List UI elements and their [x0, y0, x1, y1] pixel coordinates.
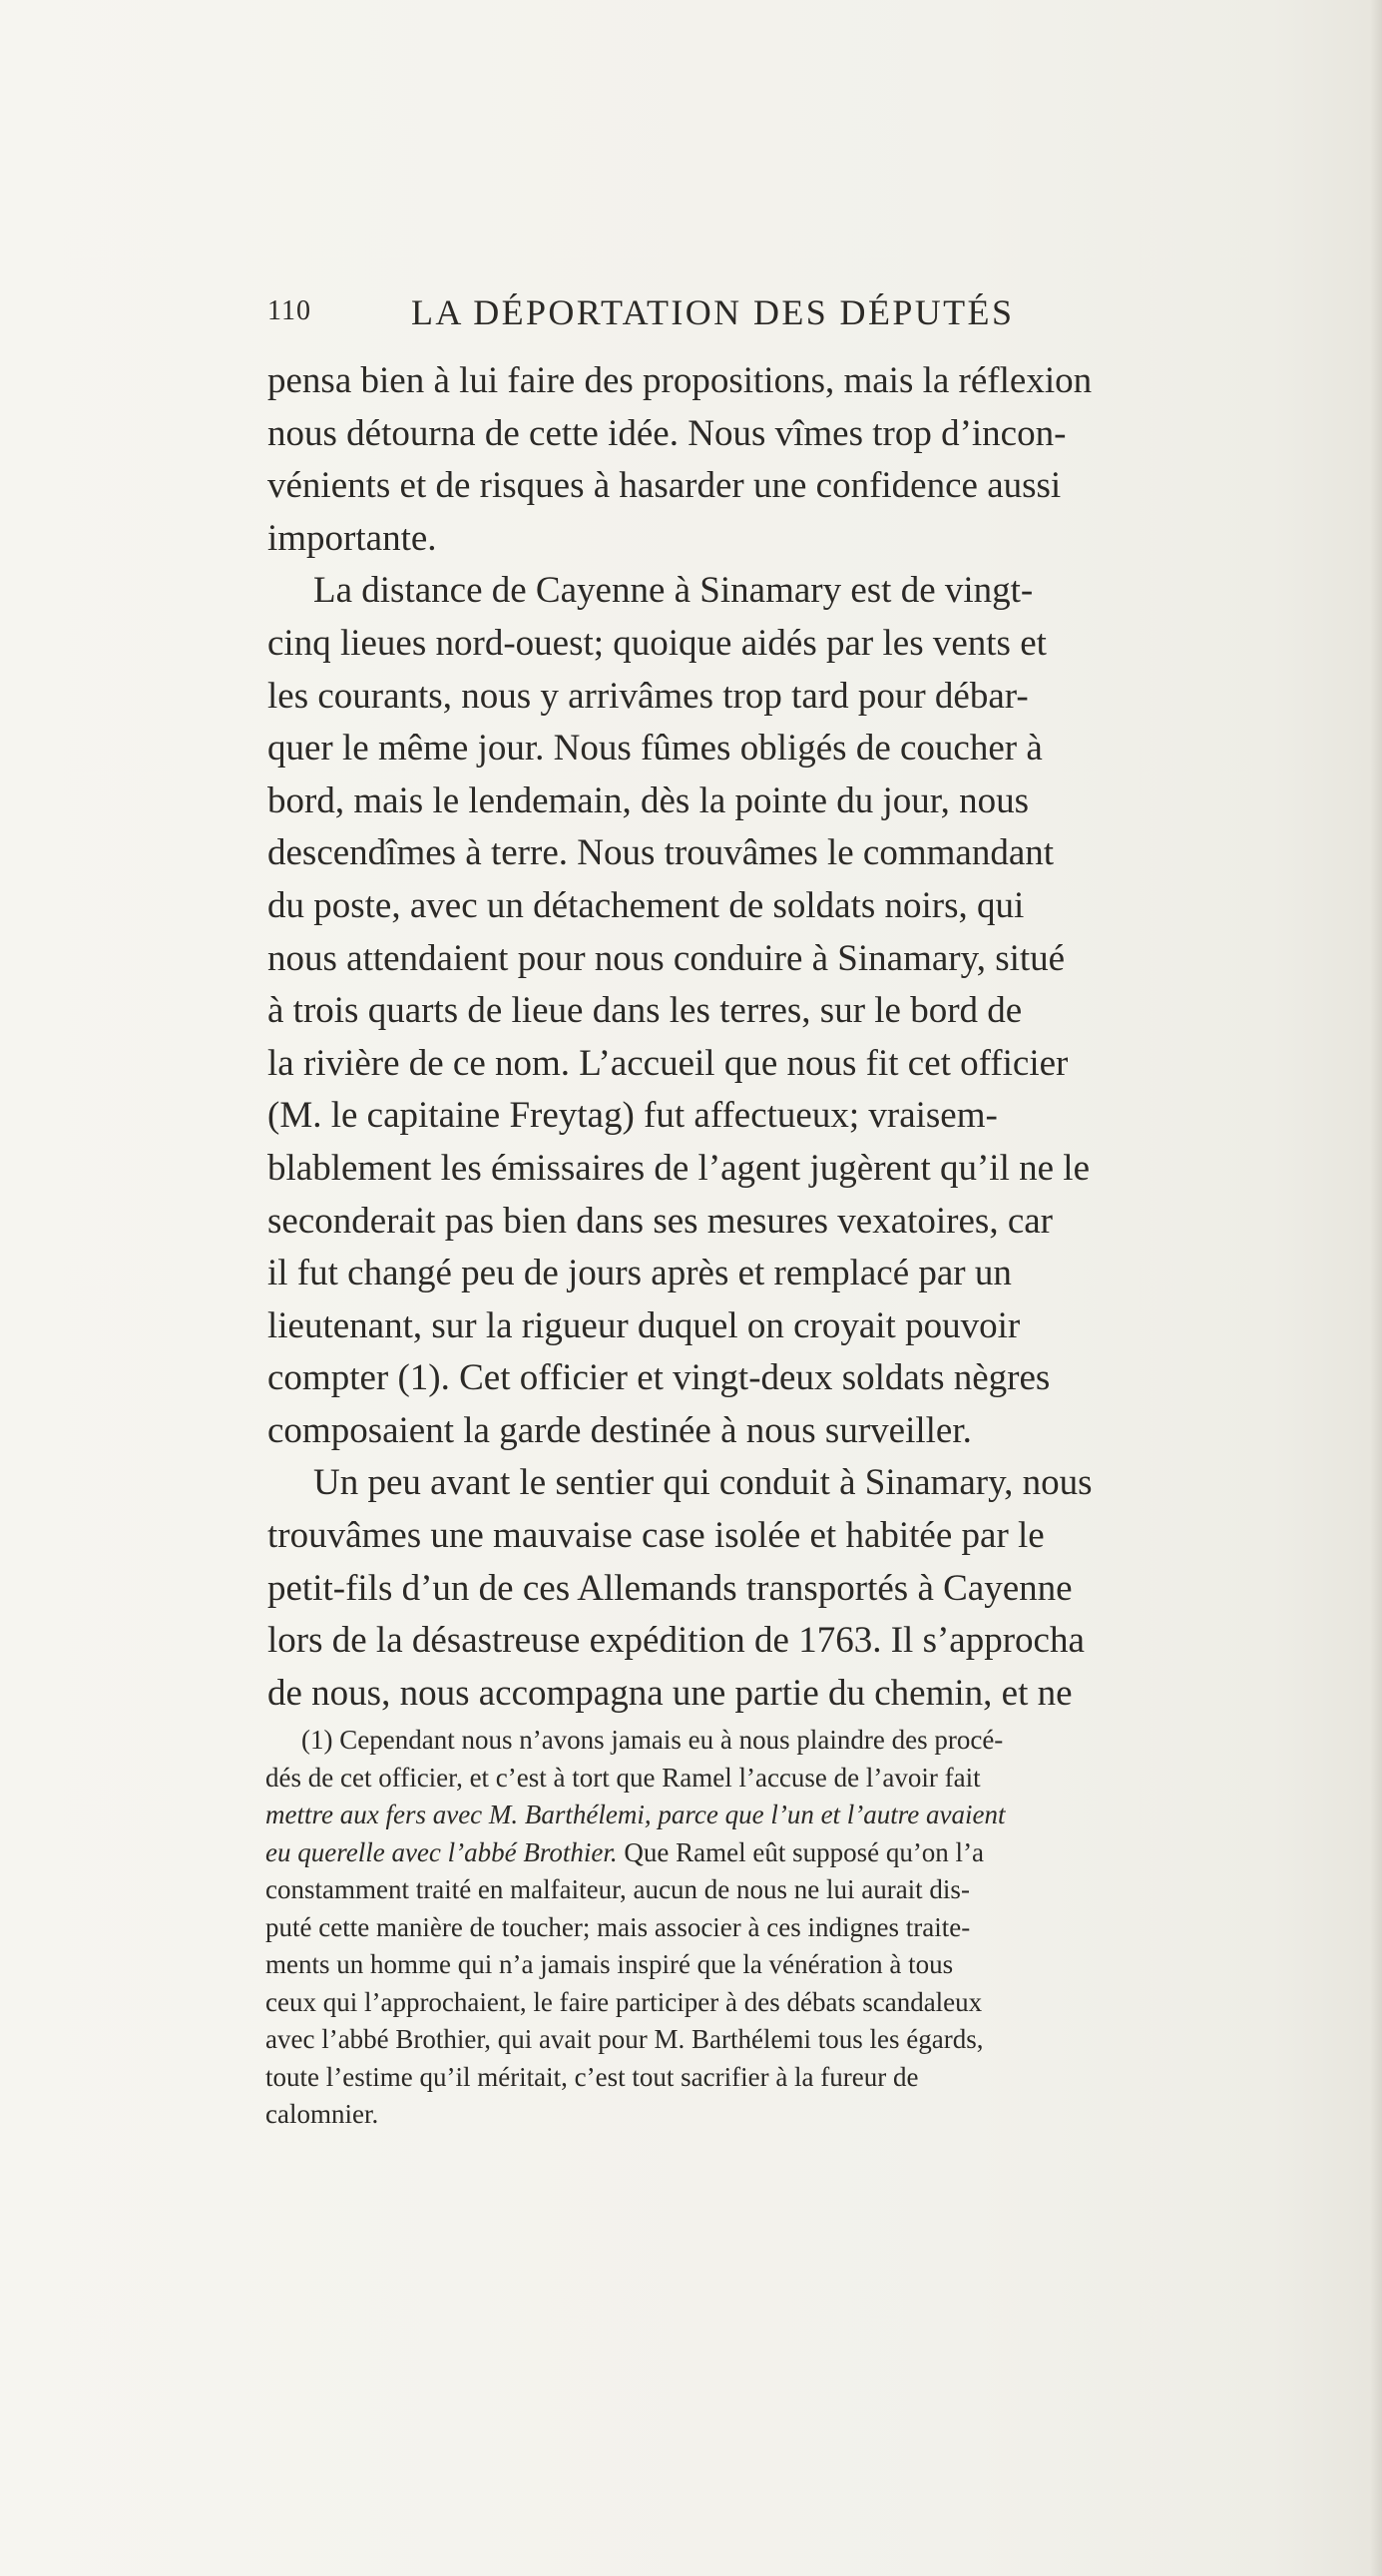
- text-line: de nous, nous accompagna une partie du chemin, et ne: [267, 1672, 1073, 1714]
- text-line: trouvâmes une mauvaise case isolée et habitée par le: [267, 1515, 1045, 1557]
- text-line: lieutenant, sur la rigueur duquel on croyait pouvoir: [267, 1304, 1021, 1346]
- footnote-line: puté cette manière de toucher; mais associer à ces indignes traite-: [265, 1911, 971, 1942]
- footnote-line: toute l’estime qu’il méritait, c’est tout sacrifier à la fureur de: [265, 2061, 919, 2092]
- footnote-line: dés de cet officier, et c’est à tort que Ramel l’accuse de l’avoir fait: [265, 1762, 981, 1793]
- footnote-line: ceux qui l’approchaient, le faire participer à des débats scandaleux: [265, 1986, 983, 2017]
- page-edge-shadow: [1370, 0, 1382, 2576]
- text-line: (M. le capitaine Freytag) fut affectueux; vraisem-: [267, 1095, 998, 1137]
- text-line: pensa bien à lui faire des propositions, mais la réflexion: [267, 360, 1093, 401]
- text-line: il fut changé peu de jours après et remplacé par un: [267, 1253, 1012, 1294]
- text-line: quer le même jour. Nous fûmes obligés de coucher à: [267, 728, 1043, 770]
- text-line: seconderait pas bien dans ses mesures vexatoires, car: [267, 1200, 1053, 1242]
- text-line: cinq lieues nord-ouest; quoique aidés par les vents et: [267, 622, 1047, 664]
- paragraph-first-line: La distance de Cayenne à Sinamary est de vingt-: [313, 570, 1034, 612]
- footnote-italic-fragment: eu querelle avec l’abbé Brothier.: [265, 1836, 618, 1867]
- text-line: petit-fils d’un de ces Allemands transportés à Cayenne: [267, 1567, 1073, 1609]
- footnote-line: [265, 1834, 1309, 1872]
- footnote-fragment: Que Ramel eût supposé qu’on l’a: [617, 1836, 985, 1867]
- page-number: 110: [267, 295, 311, 326]
- footnote-line: avec l’abbé Brothier, qui avait pour M. Barthélemi tous les égards,: [265, 2024, 984, 2054]
- footnote-line: ments un homme qui n’a jamais inspiré que la vénération à tous: [265, 1949, 954, 1979]
- paragraph-first-line: Un peu avant le sentier qui conduit à Sinamary, nous: [313, 1462, 1093, 1504]
- footnote: [265, 1722, 1309, 2134]
- running-head: [267, 291, 1305, 341]
- text-line: blablement les émissaires de l’agent jugèrent qu’il ne le: [267, 1147, 1090, 1189]
- text-line: lors de la désastreuse expédition de 1763. Il s’approcha: [267, 1620, 1085, 1662]
- text-line: bord, mais le lendemain, dès la pointe du jour, nous: [267, 779, 1030, 821]
- text-line: compter (1). Cet officier et vingt-deux soldats nègres: [267, 1357, 1051, 1399]
- text-line: nous attendaient pour nous conduire à Sinamary, situé: [267, 937, 1066, 979]
- text-line: à trois quarts de lieue dans les terres, sur le bord de: [267, 990, 1023, 1032]
- text-line: importante.: [267, 517, 437, 559]
- footnote-line: calomnier.: [265, 2099, 379, 2129]
- footnote-line: (1) Cependant nous n’avons jamais eu à nous plaindre des procé-: [301, 1725, 1004, 1755]
- text-line: vénients et de risques à hasarder une confidence aussi: [267, 465, 1062, 507]
- text-line: du poste, avec un détachement de soldats noirs, qui: [267, 884, 1025, 926]
- footnote-italic-line: mettre aux fers avec M. Barthélemi, parce que l’un et l’autre avaient: [265, 1800, 1006, 1829]
- text-line: nous détourna de cette idée. Nous vîmes trop d’incon-: [267, 412, 1067, 454]
- text-line: descendîmes à terre. Nous trouvâmes le commandant: [267, 832, 1055, 874]
- text-line: la rivière de ce nom. L’accueil que nous fit cet officier: [267, 1042, 1069, 1084]
- text-line: composaient la garde destinée à nous surveiller.: [267, 1409, 972, 1451]
- main-text: [267, 355, 1305, 1720]
- footnote-line: constamment traité en malfaiteur, aucun de nous ne lui aurait dis-: [265, 1874, 970, 1904]
- text-line: les courants, nous y arrivâmes trop tard pour débar-: [267, 675, 1029, 717]
- running-title: LA DÉPORTATION DES DÉPUTÉS: [411, 292, 1015, 332]
